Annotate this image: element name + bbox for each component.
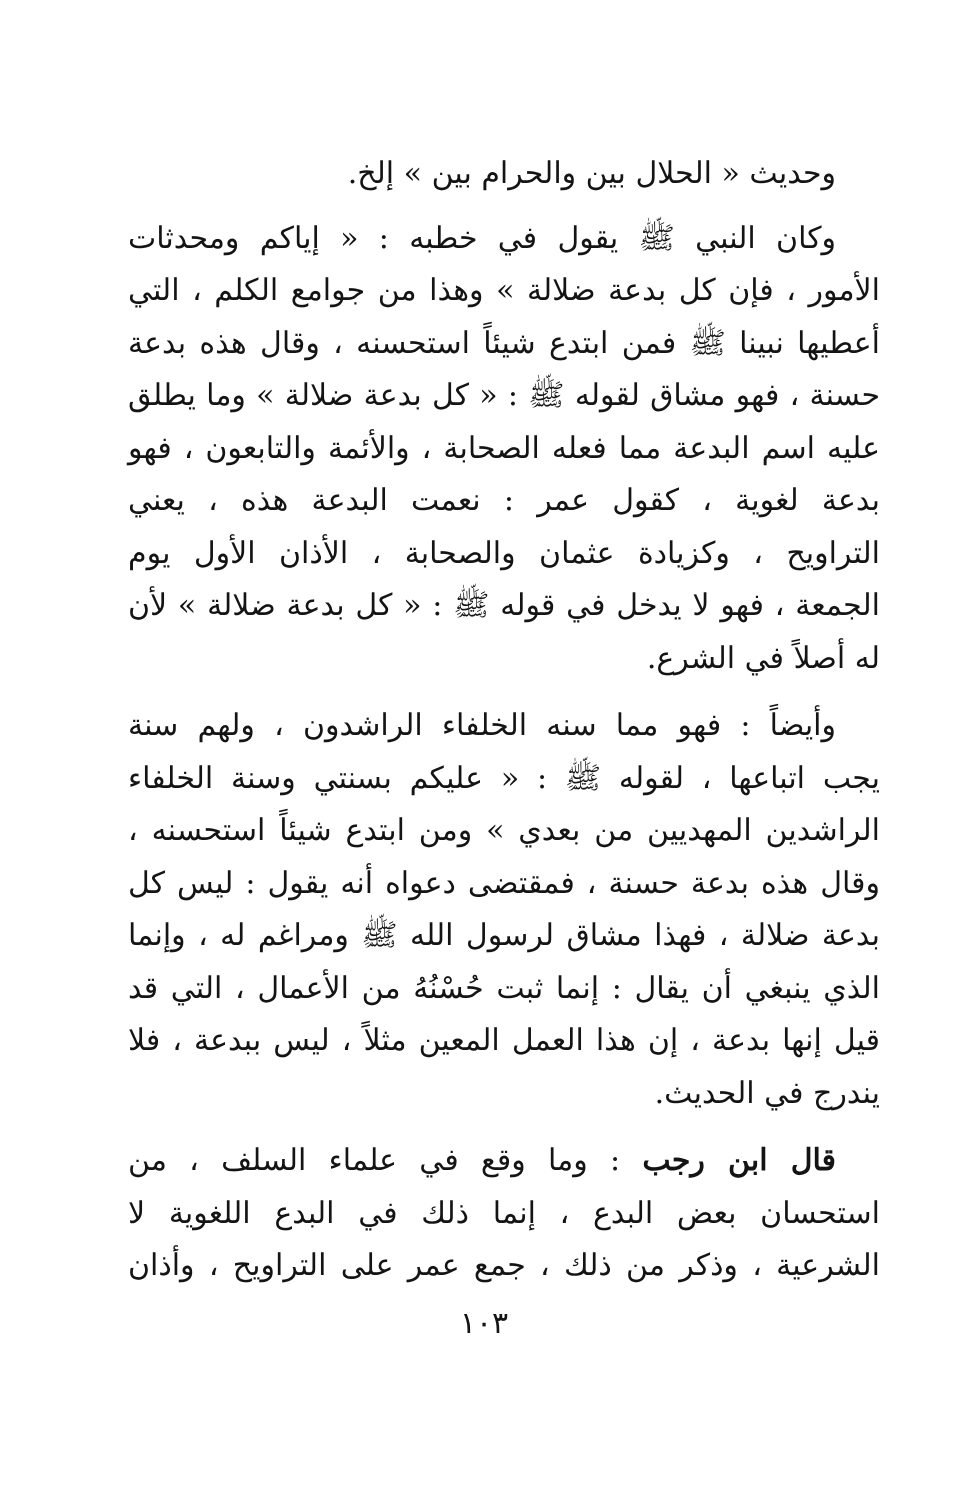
- text-line: وكان النبي ﷺ يقول في خطبه : « إياكم ومحدثات: [128, 220, 836, 256]
- text-line: الذي ينبغي أن يقال : إنما ثبت حُسْنُهُ من الأعمال ، التي قد: [128, 970, 880, 1006]
- text-line: استحسان بعض البدع ، إنما ذلك في البدع اللغوية لا: [128, 1195, 880, 1231]
- text-line: له أصلاً في الشرع.: [646, 640, 880, 676]
- paragraph-hadith-halal: [128, 148, 880, 201]
- paragraph-ibn-rajab: [128, 1135, 880, 1293]
- text-line: الأمور ، فإن كل بدعة ضلالة » وهذا من جوامع الكلم ، التي: [128, 273, 880, 308]
- paragraph-sunnat-khulafa: [128, 700, 880, 1120]
- text-line: يندرج في الحديث.: [654, 1075, 880, 1111]
- text-line: بدعة ضلالة ، فهذا مشاق لرسول الله ﷺ ومراغم له ، وإنما: [128, 918, 880, 953]
- text-line: أعطيها نبينا ﷺ فمن ابتدع شيئاً استحسنه ، وقال هذه بدعة: [128, 325, 880, 361]
- text-line: بدعة لغوية ، كقول عمر : نعمت البدعة هذه ، يعني: [128, 483, 880, 518]
- page-number: ١٠٣: [459, 1306, 509, 1341]
- text-line: [128, 1135, 880, 1188]
- text-line: يجب اتباعها ، لقوله ﷺ : « عليكم بسنتي وسنة الخلفاء: [128, 760, 880, 796]
- text-line: التراويح ، وكزيادة عثمان والصحابة ، الأذان الأول يوم: [128, 535, 880, 571]
- text-line: الراشدين المهديين من بعدي » ومن ابتدع شيئاً استحسنه ،: [128, 813, 880, 848]
- speaker-name: قال ابن رجب: [642, 1143, 837, 1178]
- paragraph-bidah-dalala: [128, 213, 880, 686]
- text-line: وحديث « الحلال بين والحرام بين » إلخ.: [347, 156, 836, 191]
- text-line: الشرعية ، وذكر من ذلك ، جمع عمر على التراويح ، وأذان: [128, 1248, 880, 1283]
- text-line: حسنة ، فهو مشاق لقوله ﷺ : « كل بدعة ضلالة » وما يطلق: [128, 378, 880, 413]
- text-line: وأيضاً : فهو مما سنه الخلفاء الراشدون ، ولهم سنة: [128, 708, 836, 743]
- text-fragment: : وما وقع في علماء السلف ، من: [128, 1143, 621, 1178]
- text-line: قيل إنها بدعة ، إن هذا العمل المعين مثلاً ، ليس ببدعة ، فلا: [128, 1023, 880, 1058]
- text-line: عليه اسم البدعة مما فعله الصحابة ، والأئمة والتابعون ، فهو: [128, 430, 880, 466]
- text-line: وقال هذه بدعة حسنة ، فمقتضى دعواه أنه يقول : ليس كل: [128, 865, 880, 901]
- page-body: [128, 148, 880, 1293]
- text-line: الجمعة ، فهو لا يدخل في قوله ﷺ : « كل بدعة ضلالة » لأن: [128, 588, 880, 623]
